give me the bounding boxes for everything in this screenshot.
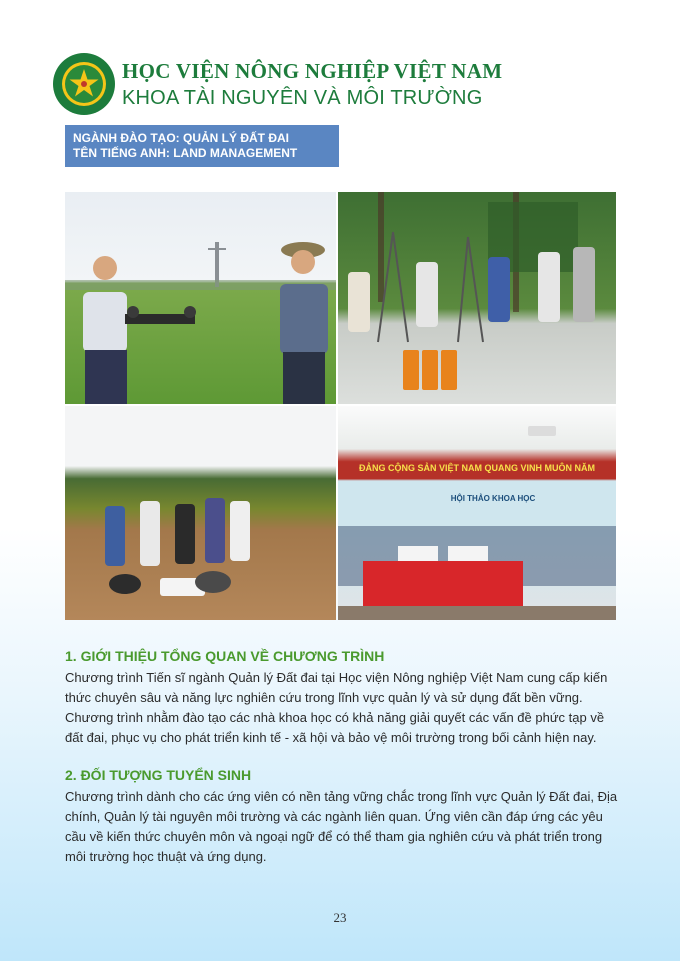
program-field: NGÀNH ĐÀO TẠO: QUẢN LÝ ĐẤT ĐAI	[73, 131, 289, 145]
faculty-name: KHOA TÀI NGUYÊN VÀ MÔI TRƯỜNG	[122, 87, 483, 109]
photo-soil-sampling	[65, 406, 336, 620]
program-english-name: TÊN TIẾNG ANH: LAND MANAGEMENT	[73, 146, 298, 160]
workshop-board-text: HỘI THẢO KHOA HỌC	[450, 494, 536, 503]
header	[52, 52, 652, 122]
section-title-admission: 2. ĐỐI TƯỢNG TUYỂN SINH	[65, 767, 252, 783]
photo-scientific-workshop	[338, 406, 616, 620]
section-body-admission: Chương trình dành cho các ứng viên có nền tảng vững chắc trong lĩnh vực Quản lý Đất đai, Địa chính, Quản lý tài nguyên môi trường và các ngành liên quan. Ứng viên cần đáp ứng các yêu cầu về kiến thức chuyên môn và ngoại ngữ để có thể tham gia nghiên cứu và phát triển trong môi trường học thuật và ứng dụng.	[65, 789, 618, 864]
page-number: 23	[333, 910, 347, 925]
section-title-overview: 1. GIỚI THIỆU TỔNG QUAN VỀ CHƯƠNG TRÌNH	[65, 648, 385, 664]
photo-drone-field	[65, 192, 336, 404]
academy-logo	[52, 52, 116, 116]
section-body-overview: Chương trình Tiến sĩ ngành Quản lý Đất đai tại Học viện Nông nghiệp Việt Nam cung cấp kiến thức chuyên sâu và năng lực nghiên cứu trong lĩnh vực quản lý và sử dụng đất bền vững. Chương trình nhằm đào tạo các nhà khoa học có khả năng giải quyết các vấn đề phức tạp về đất đai, phục vụ cho phát triển kinh tế - xã hội và bảo vệ môi trường trong bối cảnh hiện nay.	[65, 670, 608, 745]
program-band	[65, 125, 339, 167]
workshop-banner-text: ĐẢNG CỘNG SẢN VIỆT NAM QUANG VINH MUÔN NĂM	[359, 463, 595, 473]
institution-name: HỌC VIỆN NÔNG NGHIỆP VIỆT NAM	[122, 59, 503, 83]
photo-gps-survey	[338, 192, 616, 404]
